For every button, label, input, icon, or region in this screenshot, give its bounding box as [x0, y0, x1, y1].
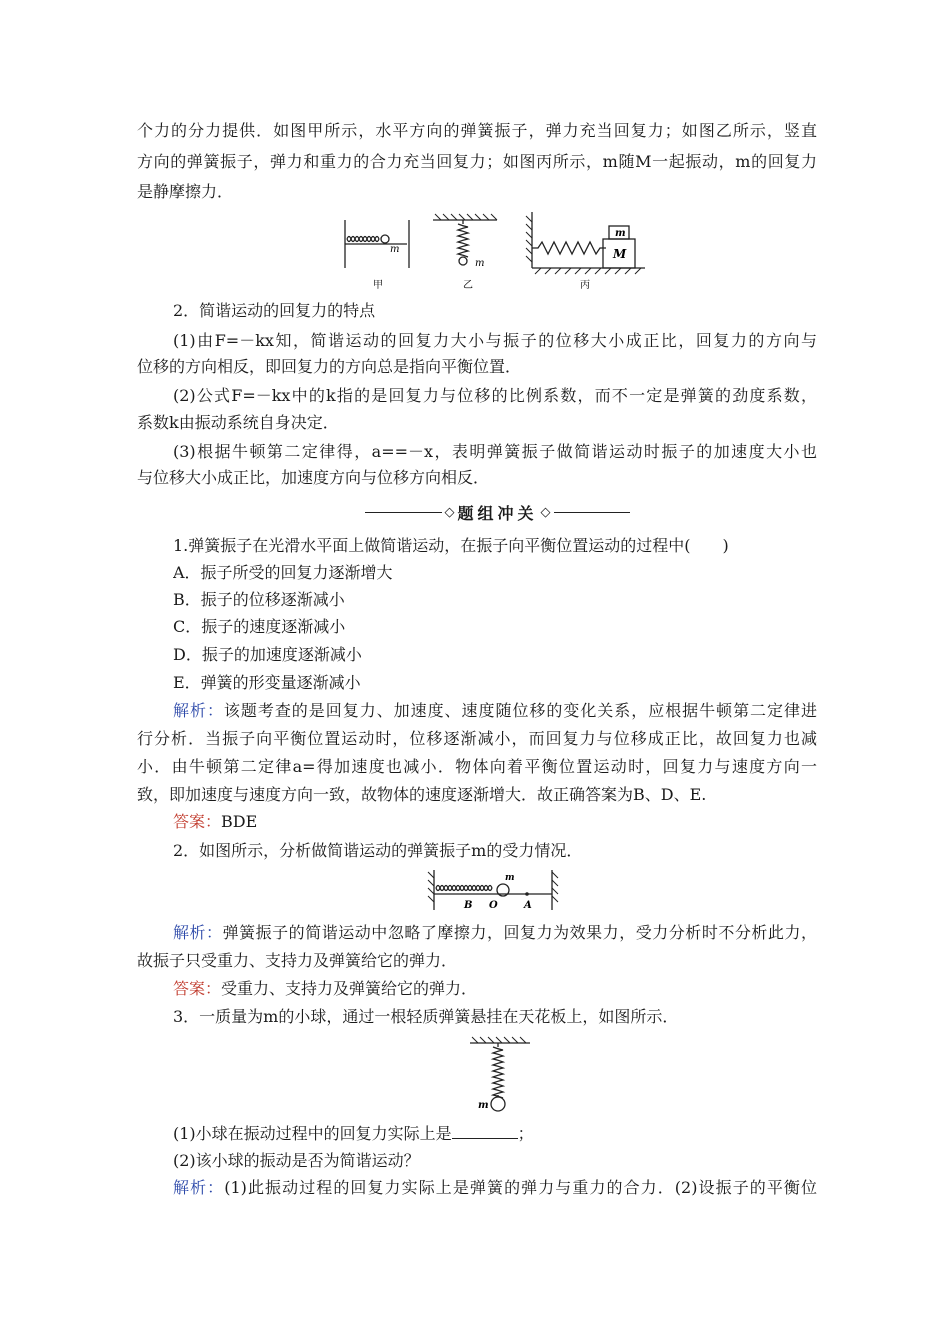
- q1-analysis-line3: 小．由牛顿第二定律a=得加速度也减小．物体向着平衡位置运动时，回复力与速度方向一: [137, 757, 817, 776]
- section2-p1-line1: (1)由F=－kx知，简谐运动的回复力大小与振子的位移大小成正比，回复力的方向与: [173, 331, 817, 350]
- answer-blank[interactable]: [452, 1123, 518, 1139]
- intro-line-3: 是静摩擦力．: [137, 182, 234, 201]
- q1-answer-value: BDE: [221, 812, 258, 831]
- q1-analysis-line1: [173, 701, 817, 721]
- q3-analysis-line1: [173, 1178, 817, 1198]
- section2-p3-line2: 与位移大小成正比，加速度方向与位移方向相反．: [137, 468, 490, 487]
- q3-m-label: m: [478, 1100, 489, 1111]
- section2-p2-line1: (2)公式F=－kx中的k指的是回复力与位移的比例系数，而不一定是弹簧的劲度系数，: [173, 386, 817, 405]
- intro-line-1: 个力的分力提供．如图甲所示，水平方向的弹簧振子，弹力充当回复力；如图乙所示，竖直: [137, 121, 817, 140]
- q2-analysis-line1: [173, 923, 817, 943]
- q1-stem: 1.弹簧振子在光滑水平面上做简谐运动，在振子向平衡位置运动的过程中( ): [173, 536, 729, 555]
- caption-jia: 甲: [373, 280, 383, 291]
- heading-rule-right: [554, 512, 631, 513]
- section2-title: 2．简谐运动的回复力的特点: [173, 301, 376, 320]
- q2-stem: 2．如图所示，分析做简谐运动的弹簧振子m的受力情况．: [173, 841, 583, 860]
- section2-p1-line2: 位移的方向相反，即回复力的方向总是指向平衡位置．: [137, 357, 522, 376]
- section-heading: [365, 502, 630, 522]
- q2-m-label: m: [505, 873, 515, 883]
- diamond-icon: ◇: [444, 504, 455, 520]
- answer-label: 答案：: [173, 979, 222, 998]
- q2-analysis-line2: 故振子只受重力、支持力及弹簧给它的弹力．: [137, 951, 458, 970]
- figure-horizontal-oscillator: [426, 866, 560, 914]
- q1-analysis-line2: 行分析．当振子向平衡位置运动时，位移逐渐减小，而回复力与位移成正比，故回复力也减: [137, 729, 817, 748]
- jia-m-label: m: [390, 244, 400, 255]
- caption-yi: 乙: [463, 280, 473, 291]
- q3-sub1-text: (1)小球在振动过程中的回复力实际上是: [173, 1124, 452, 1143]
- section2-p3-line1: (3)根据牛顿第二定律得，a==－x，表明弹簧振子做简谐运动时振子的加速度大小也: [173, 442, 817, 461]
- figure-hanging-spring: [470, 1035, 540, 1115]
- q3-analysis-text: (1)此振动过程的回复力实际上是弹簧的弹力与重力的合力．(2)设振子的平衡位: [224, 1178, 817, 1197]
- q1-option-d: D．振子的加速度逐渐减小: [173, 645, 362, 664]
- q2-O-label: O: [489, 900, 498, 911]
- q3-sub2: (2)该小球的振动是否为简谐运动？: [173, 1151, 420, 1170]
- caption-bing: 丙: [580, 280, 590, 291]
- q1-analysis-line4: 致，即加速度与速度方向一致，故物体的速度逐渐增大．故正确答案为B、D、E.: [137, 785, 707, 804]
- q3-sub1-end: ；: [517, 1124, 534, 1143]
- figure-spring-oscillators: [335, 206, 655, 292]
- heading-rule-left: [365, 512, 442, 513]
- q2-answer-value: 受重力、支持力及弹簧给它的弹力．: [221, 979, 478, 998]
- q2-B-label: B: [464, 900, 473, 911]
- answer-label: 答案：: [173, 812, 222, 831]
- q2-A-label: A: [524, 900, 532, 911]
- bing-M-label: M: [613, 247, 627, 261]
- q1-option-a: A．振子所受的回复力逐渐增大: [173, 563, 393, 582]
- heading-text: 题组冲关: [457, 503, 538, 523]
- intro-line-2: 方向的弹簧振子，弹力和重力的合力充当回复力；如图丙所示，m随M一起振动，m的回复力: [137, 152, 817, 171]
- q2-answer: [173, 979, 817, 999]
- q1-option-e: E．弹簧的形变量逐渐减小: [173, 673, 361, 692]
- q1-analysis-text: 该题考查的是回复力、加速度、速度随位移的变化关系，应根据牛顿第二定律进: [223, 701, 817, 720]
- yi-m-label: m: [475, 258, 485, 269]
- q3-stem: 3．一质量为m的小球，通过一根轻质弹簧悬挂在天花板上，如图所示．: [173, 1007, 679, 1026]
- q1-option-b: B．振子的位移逐渐减小: [173, 590, 345, 609]
- analysis-label: 解析：: [173, 701, 224, 720]
- q1-answer: [173, 812, 817, 832]
- q1-option-c: C．振子的速度逐渐减小: [173, 617, 346, 636]
- q3-sub1: [173, 1123, 817, 1144]
- diamond-icon: ◇: [540, 504, 551, 520]
- section2-p2-line2: 系数k由振动系统自身决定．: [137, 413, 339, 432]
- analysis-label: 解析：: [173, 923, 223, 942]
- q2-analysis-text: 弹簧振子的简谐运动中忽略了摩擦力，回复力为效果力，受力分析时不分析此力，: [222, 923, 817, 942]
- bing-m-label: m: [615, 228, 626, 239]
- analysis-label: 解析：: [173, 1178, 225, 1197]
